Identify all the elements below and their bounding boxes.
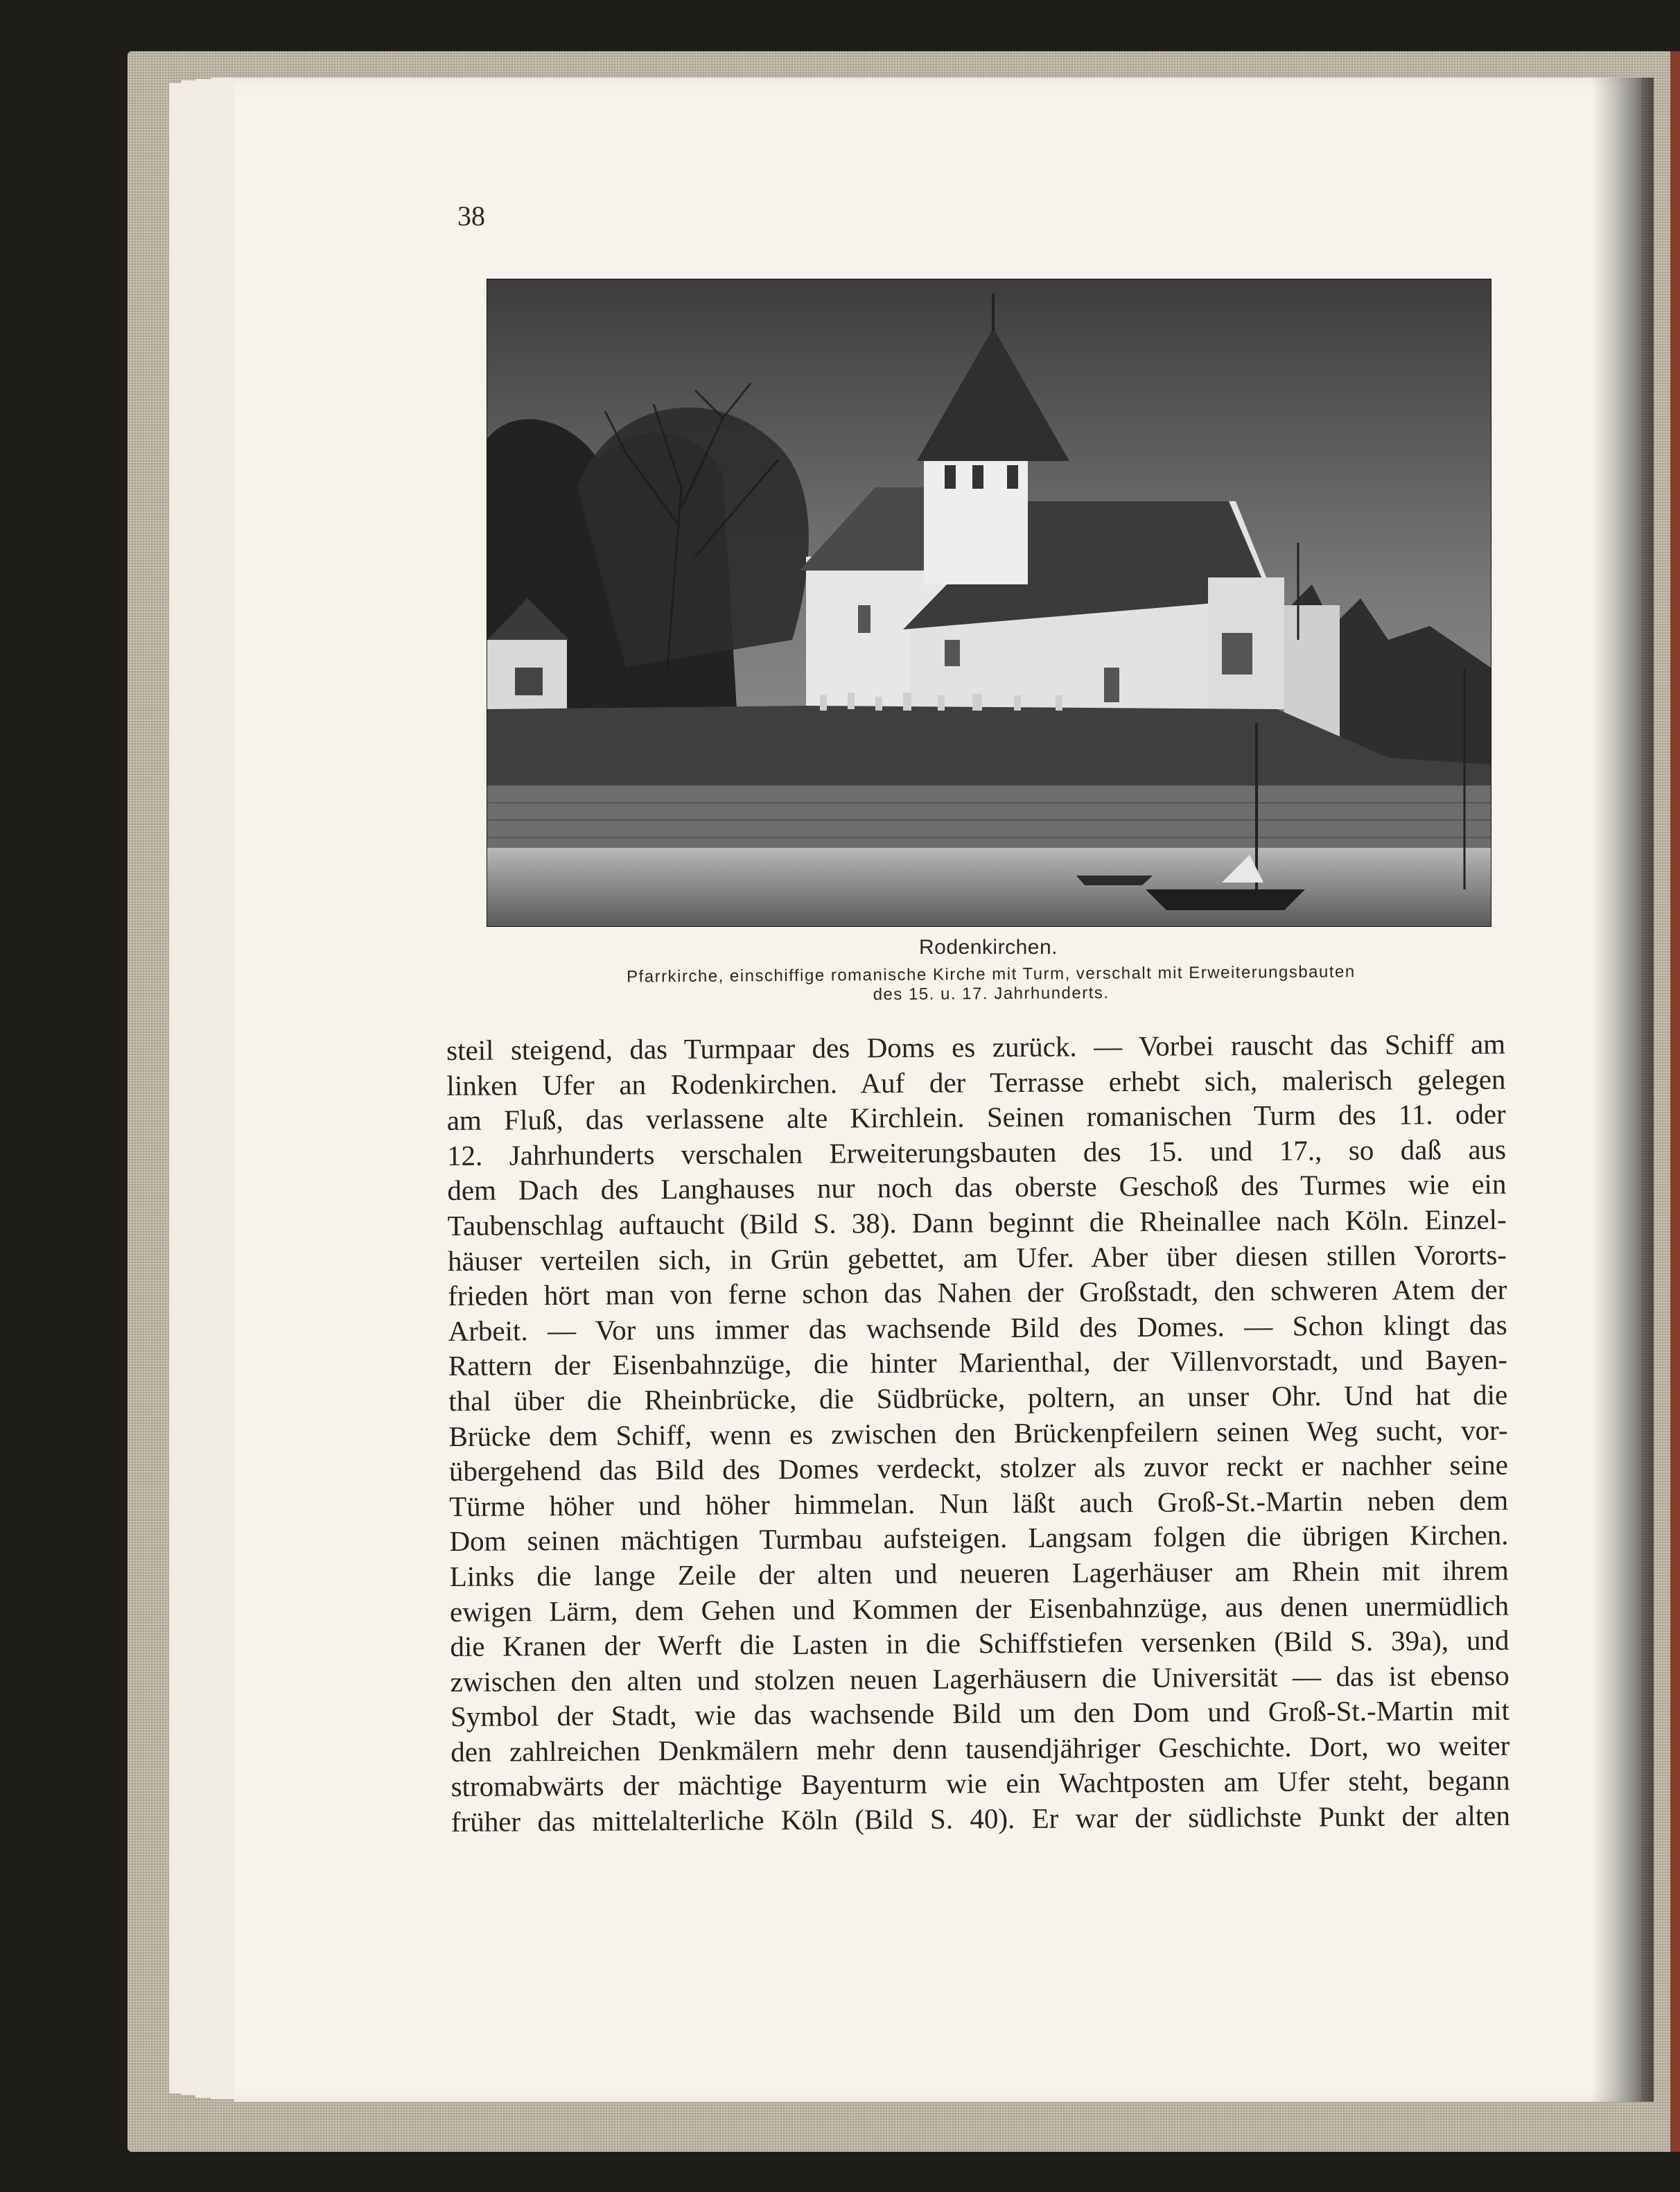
text-line: Arbeit. — Vor uns immer das wachsende Bild des Domes. — Schon klingt das — [448, 1308, 1507, 1347]
text-line: übergehend das Bild des Domes verdeckt, stolzer als zuvor reckt er nachher seine — [448, 1448, 1508, 1488]
text-line: häuser verteilen sich, in Grün gebettet, am Ufer. Aber über diesen stillen Vororts- — [447, 1238, 1507, 1277]
text-line: thal über die Rheinbrücke, die Südbrücke, poltern, an unser Ohr. Und hat die — [448, 1378, 1508, 1417]
text-line: Symbol der Stadt, wie das wachsende Bild um den Dom und Groß-St.-Martin mit — [450, 1694, 1510, 1733]
text-line: früher das mittelalterliche Köln (Bild S. 40). Er war der südlichste Punkt der alten — [450, 1799, 1511, 1838]
text-line: 12. Jahrhunderts verschalen Erweiterungsbauten des 15. und 17., so daß aus — [446, 1133, 1507, 1172]
gutter-shadow — [1591, 78, 1654, 2102]
text-line: linken Ufer an Rodenkirchen. Auf der Terrasse erhebt sich, malerisch gelegen — [446, 1063, 1506, 1102]
text-line: Dom seinen mächtigen Turmbau aufsteigen. Langsam folgen die übrigen Kirchen. — [449, 1518, 1509, 1558]
body-text — [446, 1027, 1512, 1840]
figure-caption-title: Rodenkirchen. — [919, 936, 1058, 959]
church-photograph — [487, 279, 1491, 927]
text-line: steil steigend, das Turmpaar des Doms es zurück. — Vorbei rauscht das Schiff am — [446, 1027, 1506, 1066]
text-line: Brücke dem Schiff, wenn es zwischen den Brückenpfeilern seinen Weg sucht, vor- — [448, 1414, 1508, 1452]
book-spine-edge — [1670, 51, 1680, 2152]
text-line: die Kranen der Werft die Lasten in die Schiffstiefen versenken (Bild S. 39a), und — [450, 1624, 1510, 1663]
text-line: stromabwärts der mächtige Bayenturm wie ein Wachtposten am Ufer steht, begann — [450, 1764, 1510, 1803]
page-number: 38 — [457, 200, 485, 232]
text-line: Links die lange Zeile der alten und neueren Lagerhäuser am Rhein mit ihrem — [449, 1554, 1509, 1592]
caption-line: Pfarrkirche, einschiffige romanische Kirche mit Turm, verschalt mit Erweiterungsbauten — [627, 962, 1356, 986]
text-line: am Fluß, das verlassene alte Kirchlein. Seinen romanischen Turm des 11. oder — [446, 1097, 1506, 1137]
figure-caption-text — [527, 962, 1455, 1007]
caption-line: des 15. u. 17. Jahrhunderts. — [873, 983, 1110, 1004]
text-line: frieden hört man von ferne schon das Nahen der Großstadt, den schweren Atem der — [448, 1273, 1507, 1312]
text-line: Rattern der Eisenbahnzüge, die hinter Marienthal, der Villenvorstadt, und Bayen- — [448, 1343, 1508, 1382]
text-line: dem Dach des Langhauses nur noch das oberste Geschoß des Turmes wie ein — [447, 1168, 1507, 1207]
text-line: Türme höher und höher himmelan. Nun läßt auch Groß-St.-Martin neben dem — [449, 1484, 1509, 1522]
text-line: Taubenschlag auftaucht (Bild S. 38). Dann beginnt die Rheinallee nach Köln. Einzel- — [447, 1203, 1507, 1242]
text-line: den zahlreichen Denkmälern mehr denn tausendjähriger Geschichte. Dort, wo weiter — [450, 1729, 1510, 1768]
text-line: ewigen Lärm, dem Gehen und Kommen der Eisenbahnzüge, aus denen unermüdlich — [449, 1589, 1510, 1628]
text-line: zwischen den alten und stolzen neuen Lagerhäusern die Universität — das ist ebenso — [450, 1659, 1510, 1698]
